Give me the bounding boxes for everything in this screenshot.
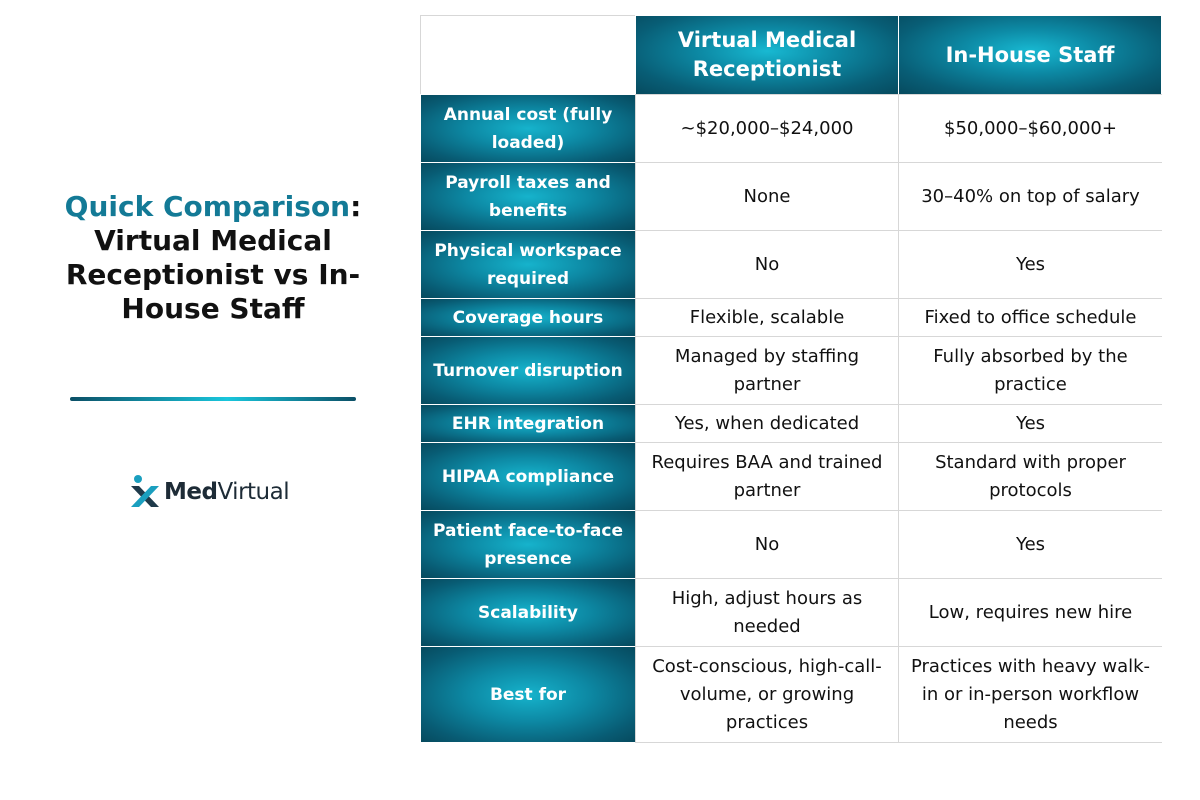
column-header-inhouse: In-House Staff xyxy=(898,15,1162,95)
medvirtual-logo xyxy=(128,472,289,512)
medvirtual-x-icon xyxy=(128,474,162,510)
cell-virtual-hipaa-compliance: Requires BAA and trained partner xyxy=(635,442,899,511)
cell-inhouse-scalability: Low, requires new hire xyxy=(898,578,1162,647)
cell-virtual-patient-face-to-face-presence: No xyxy=(635,510,899,579)
title-rest: Virtual Medical Receptionist vs In-House Staff xyxy=(65,224,361,325)
cell-inhouse-coverage-hours: Fixed to office schedule xyxy=(898,298,1162,337)
cell-virtual-annual-cost-fully-loaded: ~$20,000–$24,000 xyxy=(635,94,899,163)
cell-virtual-coverage-hours: Flexible, scalable xyxy=(635,298,899,337)
cell-virtual-ehr-integration: Yes, when dedicated xyxy=(635,404,899,443)
column-header-virtual: Virtual Medical Receptionist xyxy=(635,15,899,95)
logo-text-regular: Virtual xyxy=(217,479,290,505)
row-label-coverage-hours: Coverage hours xyxy=(420,298,636,337)
row-label-physical-workspace-required: Physical workspace required xyxy=(420,230,636,299)
row-label-best-for: Best for xyxy=(420,646,636,743)
cell-virtual-turnover-disruption: Managed by staffing partner xyxy=(635,336,899,405)
row-label-patient-face-to-face-presence: Patient face-to-face presence xyxy=(420,510,636,579)
heading-block xyxy=(40,190,386,326)
row-label-turnover-disruption: Turnover disruption xyxy=(420,336,636,405)
page-title xyxy=(40,190,386,326)
cell-inhouse-patient-face-to-face-presence: Yes xyxy=(898,510,1162,579)
cell-inhouse-ehr-integration: Yes xyxy=(898,404,1162,443)
row-label-scalability: Scalability xyxy=(420,578,636,647)
cell-inhouse-payroll-taxes-and-benefits: 30–40% on top of salary xyxy=(898,162,1162,231)
cell-virtual-payroll-taxes-and-benefits: None xyxy=(635,162,899,231)
cell-inhouse-hipaa-compliance: Standard with proper protocols xyxy=(898,442,1162,511)
logo-text-bold: Med xyxy=(164,479,218,505)
cell-virtual-scalability: High, adjust hours as needed xyxy=(635,578,899,647)
cell-inhouse-annual-cost-fully-loaded: $50,000–$60,000+ xyxy=(898,94,1162,163)
cell-inhouse-turnover-disruption: Fully absorbed by the practice xyxy=(898,336,1162,405)
comparison-table xyxy=(421,15,1162,781)
row-label-ehr-integration: EHR integration xyxy=(420,404,636,443)
title-accent: Quick Comparison xyxy=(64,190,351,223)
cell-virtual-best-for: Cost-conscious, high-call-volume, or growing practices xyxy=(635,646,899,743)
title-colon: : xyxy=(350,190,362,223)
row-label-payroll-taxes-and-benefits: Payroll taxes and benefits xyxy=(420,162,636,231)
divider-rule xyxy=(70,397,356,401)
cell-virtual-physical-workspace-required: No xyxy=(635,230,899,299)
cell-inhouse-physical-workspace-required: Yes xyxy=(898,230,1162,299)
logo-wordmark xyxy=(164,479,289,505)
cell-inhouse-best-for: Practices with heavy walk-in or in-person workflow needs xyxy=(898,646,1162,743)
row-label-annual-cost-fully-loaded: Annual cost (fully loaded) xyxy=(420,94,636,163)
row-label-hipaa-compliance: HIPAA compliance xyxy=(420,442,636,511)
table-corner xyxy=(420,15,636,95)
